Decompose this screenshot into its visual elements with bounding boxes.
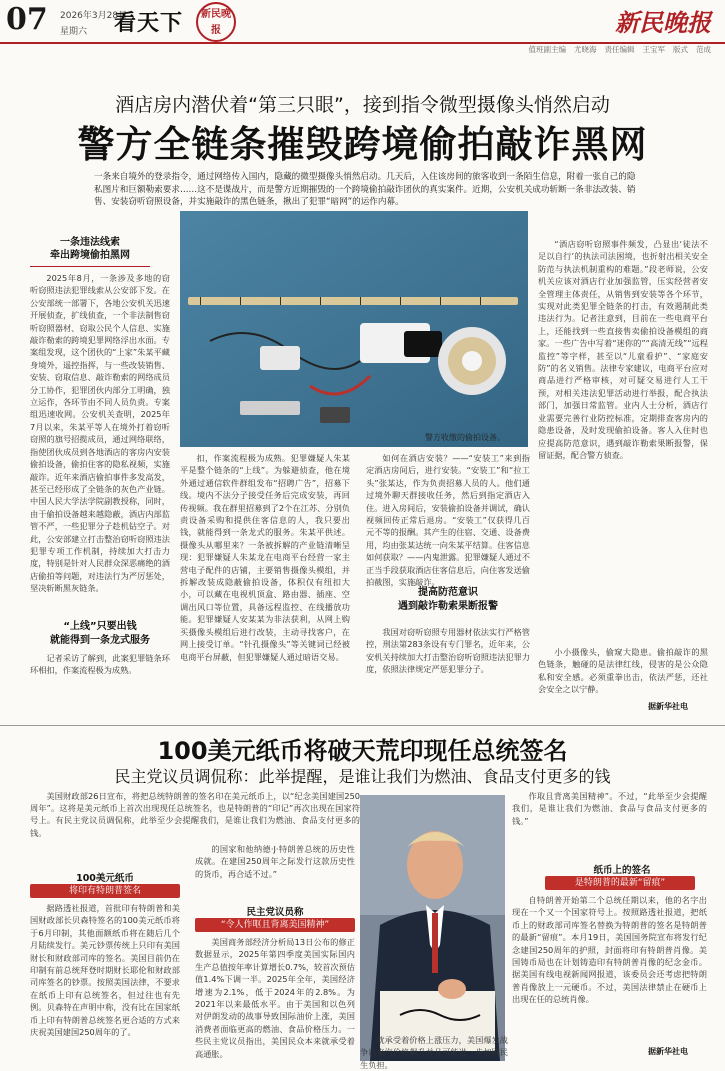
article1-lead: 一条来自境外的登录指令，通过网络传入国内，隐藏的微型摄像头悄然启动。几天后，入住该房间的旅客收到一条陌生信息，附着一张自己的隐私图片和巨额勒索要求……这不是谍战片，而是警方近期摧毁的一个跨境偷拍敲诈团伙的真实案件。近期，公安机关成功斩断一条非法改装、销售、安装窃听窃照设备，并实施敲诈的黑色链条，揪出了犯罪“暗网”的运作内幕。 bbox=[94, 172, 636, 207]
divider bbox=[30, 266, 150, 267]
article2-col-d bbox=[512, 894, 707, 1042]
trump-signing-photo bbox=[360, 795, 505, 1061]
issue-date: 2026年3月28日 bbox=[60, 11, 128, 21]
article1-col2 bbox=[180, 452, 350, 722]
editor-credits bbox=[529, 44, 712, 55]
article1-credit: 据新华社电 bbox=[648, 702, 688, 711]
article1-col3 bbox=[366, 452, 530, 588]
article2-col-b-title: 民主党议员称 bbox=[246, 907, 304, 918]
article1-col4 bbox=[538, 238, 708, 642]
article2-col-c bbox=[360, 1034, 508, 1070]
sidehead-line: 一条违法线索 bbox=[60, 237, 120, 248]
body-text: 小小摄像头，偷窥大隐患。偷拍敲诈的黑色链条，触碰的是法律红线，侵害的是公众隐私和安全感。必须重拳出击，依法严惩，还社会安全之以宁静。 bbox=[538, 647, 708, 695]
article2-col-d-title: 纸币上的签名 bbox=[593, 865, 651, 876]
body-text: 美国财政部26日宣布，将把总统特朗普的签名印在美元纸币上，以“纪念美国建国250周年”。这将是美元纸币上首次出现现任总统签名，也是特朗普的“印记”再次出现在国家符号上。有民主党议员调侃称，此举至少会提醒我们，是谁让我们为燃油、食品支付更多的钱。 bbox=[30, 791, 360, 838]
body-text: 扣，作案流程极为成熟。犯罪嫌疑人朱某平是整个链条的“上线”。为躲避侦查，他在境外通过通信软件群组发布“招聘广告”，招募下线。境内不法分子接受任务后完成安装，再回传视频。我在群里招募到了2个在江苏、分别负责设备采购和提供住客信息的人，我只要出钱，就能得到一条龙式的服务。朱某平供述。摄像头从哪里来？一条被拆解的产业链清晰呈现：犯罪嫌疑人朱某龙在电商平台经营一家主营电子配件的店铺，主要销售摄像头模组，并拆解改装成隐蔽偷拍设备，体积仅有纽扣大小，可以藏在电视机顶盒、路由器、插座、空调出风口等位置，具备远程监控、在线播放功能。犯罪嫌疑人安某某为非法获利，从网上购买摄像头模组后进行改装，主动寻找客户，在网上接受订单。“针孔摄像头”等关键词已经被电商平台屏蔽，但犯罪嫌疑人通过暗语交易。 bbox=[180, 453, 350, 662]
body-text: 我国对窃听窃照专用器材依法实行严格管控，刑法第283条设有专门罪名，近年来，公安机关持续加大打击整治窃听窃照违法犯罪力度，依照法律规定严惩犯罪分子。 bbox=[366, 627, 530, 675]
sidehead-line: 就能得到一条龙式服务 bbox=[50, 635, 150, 646]
article2-col-d-top bbox=[512, 790, 707, 850]
article1-headline: 警方全链条摧毁跨境偷拍敲诈黑网 bbox=[77, 123, 648, 166]
article1-col4-tail bbox=[538, 646, 708, 696]
editor-credit: 责任编辑 bbox=[604, 45, 635, 54]
article2-col-b bbox=[195, 936, 355, 1061]
body-text: “酒店窃听窃照事件频发，凸显出‘徒法不足以自行’的执法司法困境，也折射出相关安全防范与执法机制重构的难题。”段老师说，公安机关应该对酒店行业加强监管，压实经营者安全管理主体责任，从销售到安装等各个环节，实现对此类犯罪全链条的打击，有效遏制此类违法行为。记者注意到，目前在一些电商平台上，还能找到一些直接售卖偷拍设备模组的商家。一些广告中写着“迷你的”“高清无线”“远程监控”等字样，甚至以“儿童看护”、“家庭安防”的名义销售。法律专家建议，电商平台应对商品进行严格审核，对可疑交易进行人工干预，对相关违法犯罪活动进行举报，配合执法部门，加强日常监管。业内人士分析，酒店行业需要完善行业防控标准，定期排查客房内的隐患设备，及时发现偷拍设备。客人入住时也应提高防范意识，遇到敲诈勒索果断报警，保留证据，配合警方侦查。 bbox=[538, 239, 708, 460]
spy-device-photo bbox=[180, 211, 528, 447]
spy-device-illustration bbox=[180, 211, 528, 447]
article2-col-a-pill: 将印有特朗普签名 bbox=[30, 884, 180, 898]
body-text: 作取且背离美国精神”。不过，“此举至少会提醒我们，是谁让我们为燃油、食品与食品支付更多的钱。” bbox=[512, 791, 707, 826]
editor-credit: 版式 bbox=[673, 45, 688, 54]
sidehead-line: “上线”只要出钱 bbox=[63, 621, 137, 632]
article1-col1 bbox=[30, 272, 170, 610]
article1-sidehead-2 bbox=[30, 620, 170, 648]
trump-signing-illustration bbox=[360, 795, 505, 1061]
article2-credit: 据新华社电 bbox=[648, 1047, 688, 1056]
body-text: 的国家和他纳德·J·特朗普总统的历史性成就。在建国250周年之际发行这款历史性的货币，再合适不过。” bbox=[195, 844, 355, 879]
editor-credit: 值班副主编 bbox=[528, 45, 566, 54]
article2-subhead: 民主党议员调侃称：此举提醒，是谁让我们为燃油、食品支付更多的钱 bbox=[114, 767, 611, 786]
editor-credit: 尤晓海 bbox=[574, 45, 597, 54]
article2-col-b-pill: “令人作呕且背离美国精神” bbox=[195, 918, 355, 932]
article2-col-a bbox=[30, 902, 180, 1061]
article1-sidehead-1 bbox=[30, 236, 150, 262]
photo-caption: 警方收缴的偷拍设备。 bbox=[425, 433, 505, 442]
body-text: 记者采访了解到，此案犯罪链条环环相扣，作案流程极为成熟。 bbox=[30, 653, 170, 676]
article-divider bbox=[0, 725, 725, 726]
page-header bbox=[0, 0, 725, 44]
article2-lead bbox=[30, 790, 360, 840]
sidehead-line: 遇到敲诈勒索果断报警 bbox=[398, 601, 498, 612]
section-seal: 新民晚报 bbox=[196, 2, 236, 42]
body-text: 就承受着价格上涨压力，美国爆发战争以来汽价格飙升并且可能进一步加剧民生负担。 bbox=[360, 1035, 508, 1070]
body-text: 如何在酒店安装？——“安装工”来到指定酒店房间后，进行安装。“安装工”和“拉工头”张某达，作为负责招募人员的人。他们通过境外聊天群接收任务，然后到指定酒店入住。进入房间后，安装偷拍设备并调试，确认视频回传正常后退房。“安装工”仅获得几百元不等的报酬。其产生的住宿、交通、设备费用，均由张某达统一向朱某平结算。住客信息如何获取？——内鬼泄露。犯罪嫌疑人通过不正当手段获取酒店住客信息后，向住客发送偷拍截图，实施敲诈。 bbox=[366, 453, 530, 588]
newspaper-logo: 新民晚报 bbox=[615, 8, 711, 37]
article1-col3-tail bbox=[366, 626, 530, 678]
sidehead-line: 牵出跨境偷拍黑网 bbox=[50, 250, 130, 261]
sidehead-line: 提高防范意识 bbox=[418, 587, 478, 598]
article2-col-d-pill: 是特朗普的最新“留痕” bbox=[545, 876, 695, 890]
article2-col-a-title: 100美元纸币 bbox=[76, 873, 134, 884]
body-text: 自特朗普开始第二个总统任期以来，他的名字出现在一个又一个国家符号上。按照路透社报道，把纸币上的财政部司库签名替换为特朗普的签名是特朗普的最新“留痕”。本月19日，美国国务院宣布将发行纪念建国250周年的护照，封面将印有特朗普肖像。美国铸币局也在计划铸造印有特朗普肖像的纪念金币。据美国有线电视新闻网报道，该委员会还考虑把特朗普肖像放上一元硬币。不过，美国法律禁止在硬币上出现在任的总统肖像。 bbox=[512, 895, 707, 1005]
page-number: 07 bbox=[6, 2, 48, 37]
issue-weekday: 星期六 bbox=[60, 27, 88, 37]
article2-headline: 100美元纸币将破天荒印现任总统签名 bbox=[157, 737, 568, 765]
body-text: 2025年8月，一条涉及多地的窃听窃照违法犯罪线索从公安部下发。在公安部统一部署下，各地公安机关迅速开展侦查，扩线侦查，一个非法制售窃听窃照器材、窃取公民个人信息、实施敲诈勒索的跨境犯罪网络浮出水面。专案组发现，这个团伙的“上家”朱某平藏身境外，遥控指挥，与一些改装销售、安装、窃取信息、敲诈勒索的网络成员分工协作，犯罪团伙内部分工明确，独立运作，各环节由不同人员负责。专案组迅速收网。公安机关查明，2025年7月以来，朱某平等人在境外打着窃听窃照的旗号招揽成员，通过网络联络，指使团伙成员到各地酒店的客房内安装偷拍设备，偷拍住客的隐私视频，实施敲诈。近年来酒店偷拍事件多发高发，甚至已经形成了全链条的灰色产业链。中国人民大学法学院副教授称，同时，由于偷拍设备越来越隐蔽，酒店内部监管不严，一些犯罪分子趁机钻空子。对此，公安部建立打击整治窃听窃照违法犯罪专项工作机制，持续加大打击力度，特别是针对人民群众深恶痛绝的酒店偷拍等问题，对违法行为严厉惩处，坚决斩断黑灰链条。 bbox=[30, 273, 170, 594]
editor-credit: 王宝军 bbox=[642, 45, 665, 54]
editor-credit: 范成 bbox=[696, 45, 711, 54]
body-text: 美国商务部经济分析局13日公布的修正数据显示，2025年第四季度美国实际国内生产总值按年率计算增长0.7%，较首次预估值1.4%下调一半。2025年全年，美国经济增速为2.1%，低于2024年的2.8%。为2021年以来最低水平。由于美国和以色列对伊朗发动的战事导致国际油价上涨，美国消费者面临更高的燃油、食品价格压力。一些民主党议员指出，美国民众本来就承受着高通胀。 bbox=[195, 937, 355, 1059]
section-name: 看天下 bbox=[114, 11, 184, 36]
body-text: 据路透社报道，首批印有特朗普和美国财政部长贝森特签名的100美元纸币将于6月印制，其他面额纸币将在随后几个月陆续发行。美元钞票传统上只印有美国财长和财政部司库的签名。美国目前仍在印制有前总统拜登时期财长耶伦和财政部司库签名的钞票。按照美国法律，不要求在纸币上印有总统签名，但过往也有先例。贝森特在声明中称，没有比在国家纸币上印有特朗普总统签名更合适的方式来庆祝美国建国250周年的了。 bbox=[30, 903, 180, 1038]
article1-col1-tail bbox=[30, 652, 170, 678]
article1-sidehead-3 bbox=[366, 586, 530, 614]
article1-kicker: 酒店房内潜伏着“第三只眼”，接到指令微型摄像头悄然启动 bbox=[115, 94, 610, 116]
article2-col-b-top bbox=[195, 843, 355, 893]
